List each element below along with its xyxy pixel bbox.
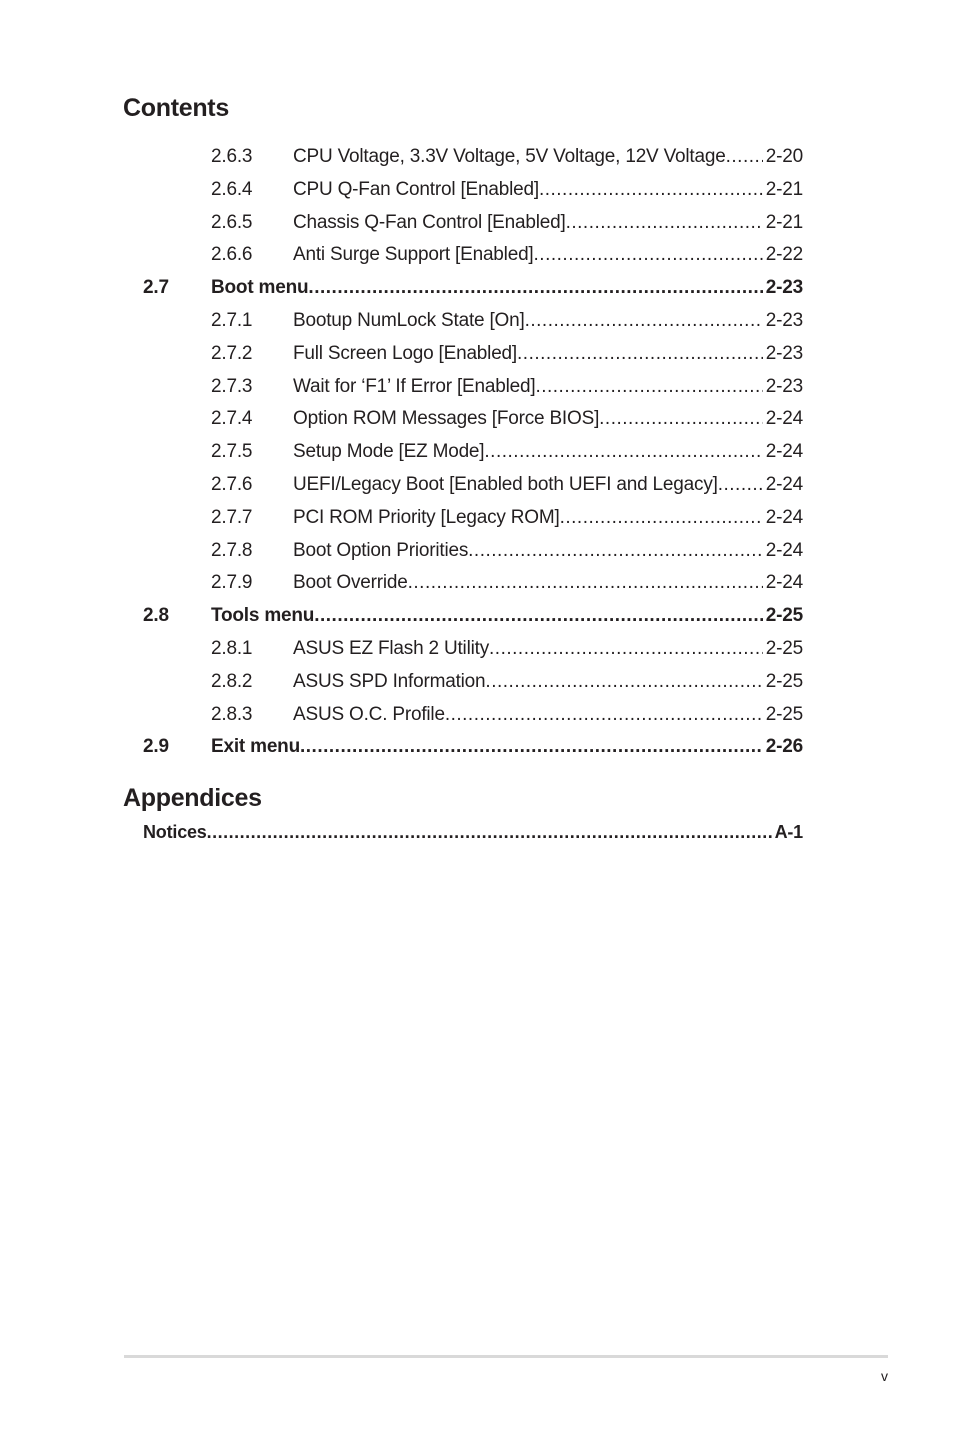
toc-entry [293,501,803,534]
toc-entry-title: ASUS SPD Information [293,670,486,692]
toc-entry [211,271,803,304]
toc-entry-page: 2-23 [765,375,803,397]
toc-entry-number: 2.7.7 [211,506,253,528]
toc-entry [293,566,803,599]
toc-entry [293,665,803,698]
toc-entry-number: 2.7.4 [211,408,253,430]
toc-entry-title: Setup Mode [EZ Mode] [293,441,485,463]
toc-entry-title: Option ROM Messages [Force BIOS] [293,408,600,430]
toc-subsection-row[interactable] [0,304,954,337]
toc-entry-number: 2.7.3 [211,375,253,397]
toc-entry-number: 2.7.9 [211,572,253,594]
toc-entry-page: 2-21 [765,211,803,233]
toc-entry [211,599,803,632]
appendix-row[interactable] [0,816,954,849]
toc-entry [293,534,803,567]
appendix-entry [143,816,803,849]
dot-leader [718,468,763,501]
toc-subsection-row[interactable] [0,435,954,468]
toc-entry-number: 2.6.4 [211,178,253,200]
toc-entry [211,730,803,763]
toc-entry-number: 2.7 [143,277,169,299]
toc-entry-page: 2-24 [765,506,803,528]
toc-subsection-row[interactable] [0,140,954,173]
toc-entry-page: 2-23 [765,342,803,364]
toc-subsection-row[interactable] [0,632,954,665]
toc-entry-page: 2-23 [765,277,803,299]
toc-entry-title: Full Screen Logo [Enabled] [293,342,518,364]
toc-entry-number: 2.8.3 [211,703,253,725]
toc-subsection-row[interactable] [0,501,954,534]
dot-leader [485,665,762,698]
toc-entry-number: 2.7.8 [211,539,253,561]
dot-leader [560,501,763,534]
toc-entry [293,698,803,731]
toc-entry [293,435,803,468]
toc-entry [293,468,803,501]
toc-entry-title: Boot Override [293,572,408,594]
toc-entry-title: Chassis Q-Fan Control [Enabled] [293,211,566,233]
dot-leader [489,632,763,665]
toc-entry-number: 2.8.2 [211,670,253,692]
appendix-entry-page: A-1 [774,822,803,842]
toc-entry [293,632,803,665]
toc-entry [293,206,803,239]
dot-leader [300,730,763,763]
toc-subsection-row[interactable] [0,566,954,599]
toc-entry [293,370,803,403]
toc-entry-title: Boot menu [211,277,309,299]
toc-entry-title: ASUS EZ Flash 2 Utility [293,638,490,659]
toc-entry-page: 2-20 [765,146,803,167]
toc-entry [293,173,803,206]
toc-entry-page: 2-25 [765,638,803,659]
toc-subsection-row[interactable] [0,698,954,731]
toc-entry-title: ASUS O.C. Profile [293,703,445,725]
toc-section-row[interactable] [0,271,954,304]
toc-entry-title: CPU Voltage, 3.3V Voltage, 5V Voltage, 12V Voltage [293,146,726,167]
toc-subsection-row[interactable] [0,534,954,567]
toc-entry-page: 2-23 [765,310,803,331]
toc-entry-number: 2.6.5 [211,211,253,233]
toc-entry [293,238,803,271]
toc-entry-page: 2-24 [765,474,803,495]
toc-entry-number: 2.6.6 [211,244,253,266]
dot-leader [445,698,763,731]
toc-subsection-row[interactable] [0,402,954,435]
dot-leader [525,304,763,337]
toc-entry-page: 2-22 [765,244,803,266]
appendices-heading: Appendices [123,784,262,812]
toc-subsection-row[interactable] [0,468,954,501]
toc-entry-page: 2-24 [765,539,803,561]
appendix-entry-title: Notices [143,822,207,842]
toc-entry-page: 2-24 [765,572,803,594]
dot-leader [468,534,763,567]
toc-entry-number: 2.7.1 [211,310,253,331]
toc-entry-title: UEFI/Legacy Boot [Enabled both UEFI and Legacy] [293,474,718,495]
toc-subsection-row[interactable] [0,370,954,403]
toc-entry-number: 2.7.2 [211,342,253,364]
page-number: v [881,1368,888,1384]
dot-leader [535,370,762,403]
toc-entry-page: 2-24 [765,441,803,463]
dot-leader [314,599,763,632]
dot-leader [539,173,763,206]
dot-leader [308,271,762,304]
dot-leader [517,337,763,370]
toc-entry-number: 2.6.3 [211,146,253,167]
toc-section-row[interactable] [0,730,954,763]
toc-entry-number: 2.7.6 [211,474,253,495]
dot-leader [408,566,763,599]
toc-entry-number: 2.8.1 [211,638,253,659]
dot-leader [207,816,772,849]
dot-leader [534,238,763,271]
toc-subsection-row[interactable] [0,173,954,206]
toc-entry-page: 2-25 [765,703,803,725]
toc-entry-title: Boot Option Priorities [293,539,469,561]
toc-entry-title: Wait for ‘F1’ If Error [Enabled] [293,375,536,397]
dot-leader [599,402,763,435]
toc-entry-title: Tools menu [211,605,315,627]
dot-leader [484,435,762,468]
toc-entry-title: PCI ROM Priority [Legacy ROM] [293,506,560,528]
toc-subsection-row[interactable] [0,337,954,370]
toc-entry-title: CPU Q-Fan Control [Enabled] [293,178,539,200]
toc-entry-page: 2-21 [765,178,803,200]
toc-entry-number: 2.9 [143,736,169,758]
toc-subsection-row[interactable] [0,238,954,271]
toc-subsection-row[interactable] [0,206,954,239]
contents-heading: Contents [123,94,229,122]
toc-entry-page: 2-25 [765,670,803,692]
toc-entry-title: Bootup NumLock State [On] [293,310,525,331]
toc-section-row[interactable] [0,599,954,632]
toc-entry [293,402,803,435]
toc-entry-number: 2.7.5 [211,441,253,463]
toc-entry [293,140,803,173]
toc-subsection-row[interactable] [0,665,954,698]
toc-entry-title: Anti Surge Support [Enabled] [293,244,534,266]
toc-entry-page: 2-26 [765,736,803,758]
toc-entry-page: 2-25 [765,605,803,627]
toc-entry-page: 2-24 [765,408,803,430]
dot-leader [566,206,763,239]
toc-entry [293,304,803,337]
toc-entry-number: 2.8 [143,605,169,627]
toc-entry-title: Exit menu [211,736,300,758]
dot-leader [726,140,763,173]
footer-divider [124,1355,888,1358]
toc-entry [293,337,803,370]
